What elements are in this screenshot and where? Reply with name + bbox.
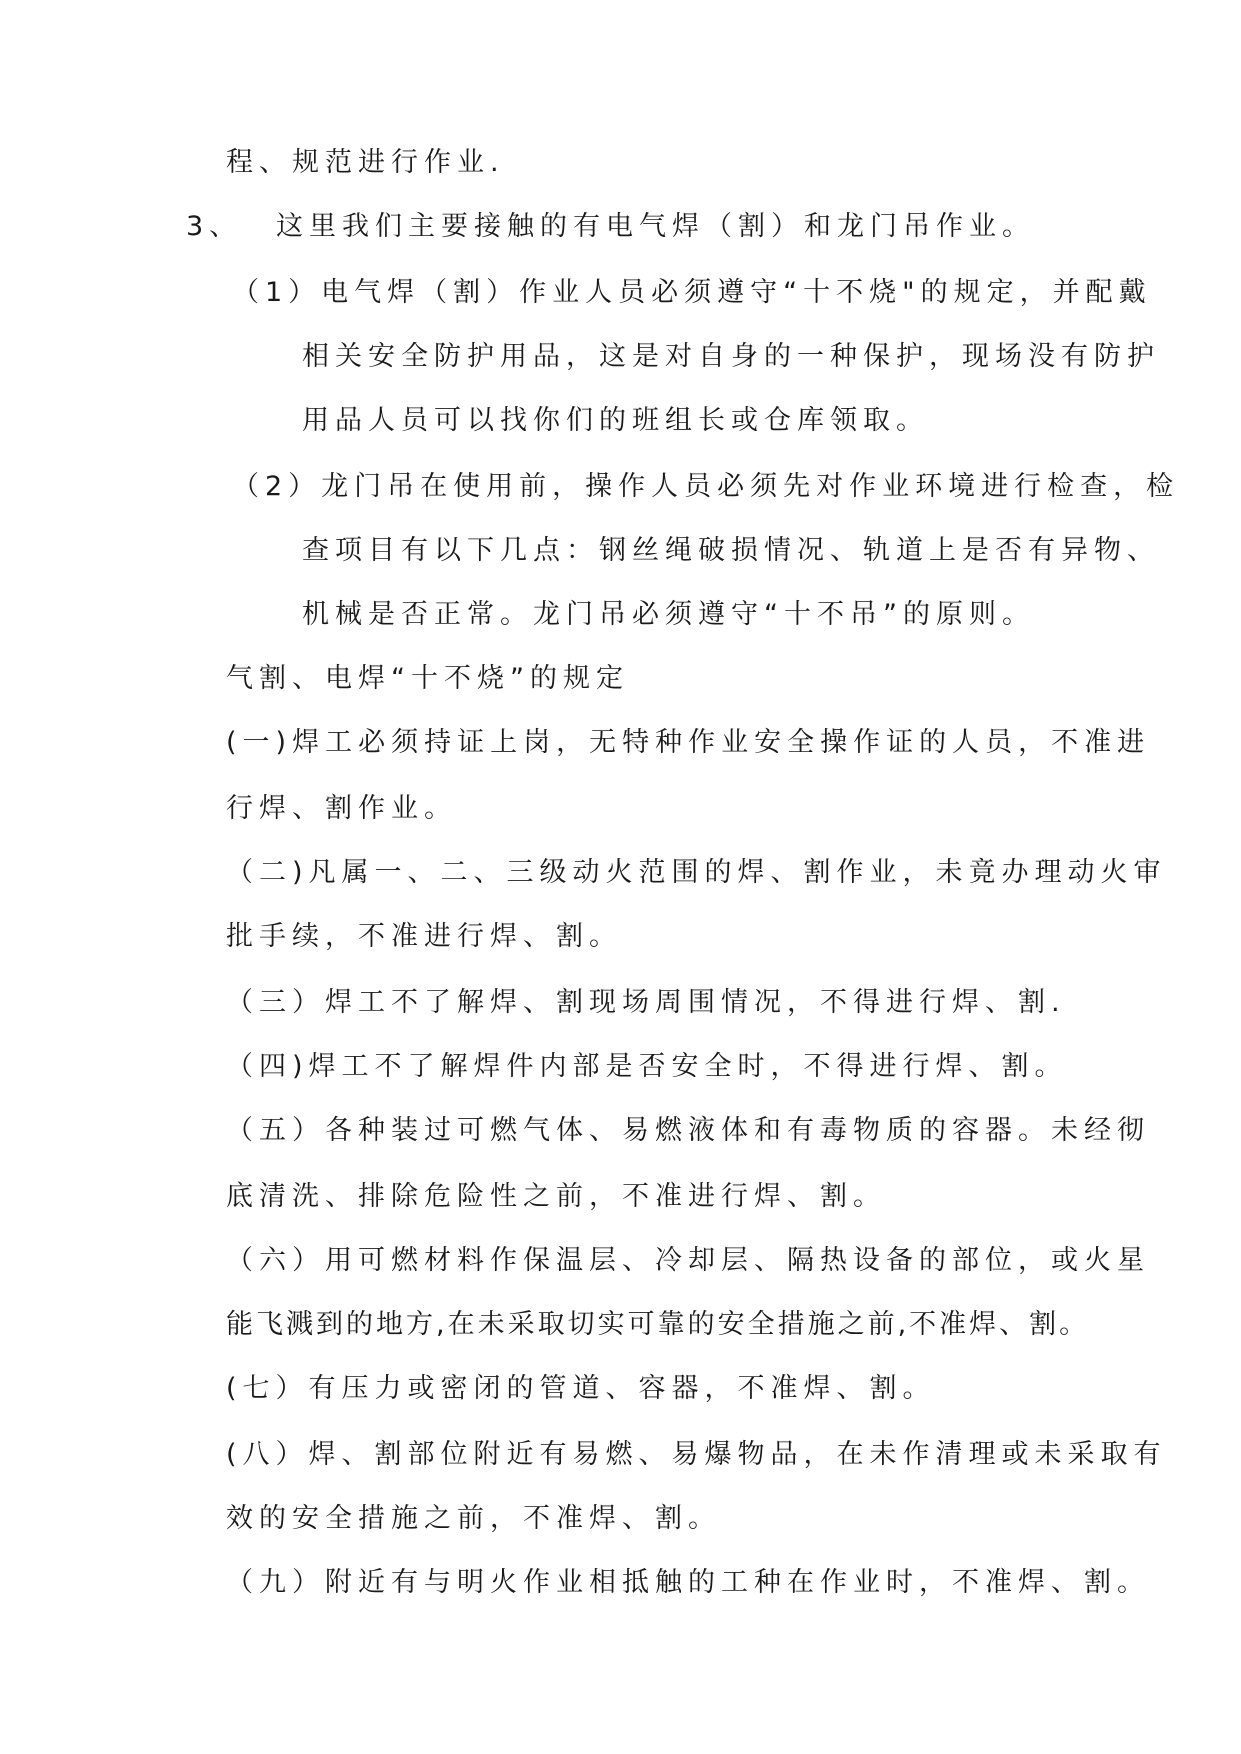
text-line: （二)凡属一、二、三级动火范围的焊、割作业，未竟办理动火审 <box>226 857 1167 888</box>
text-line: 效的安全措施之前，不准焊、割。 <box>226 1503 721 1534</box>
text-line: (八）焊、割部位附近有易燃、易爆物品，在未作清理或未采取有 <box>226 1439 1167 1470</box>
text-line: 底清洗、排除危险性之前，不准进行焊、割。 <box>226 1181 886 1212</box>
text-line: （四)焊工不了解焊件内部是否安全时，不得进行焊、割。 <box>226 1051 1068 1082</box>
text-line: （1）电气焊（割）作业人员必须遵守“十不烧"的规定，并配戴 <box>232 277 1152 308</box>
text-line: （三）焊工不了解焊、割现场周围情况，不得进行焊、割. <box>226 987 1066 1018</box>
text-line: 相关安全防护用品，这是对自身的一种保护，现场没有防护 <box>302 341 1160 372</box>
text-line: （九）附近有与明火作业相抵触的工种在作业时，不准焊、割。 <box>226 1567 1150 1598</box>
text-line: 用品人员可以找你们的班组长或仓库领取。 <box>302 405 929 436</box>
text-line: 机械是否正常。龙门吊必须遵守“十不吊”的原则。 <box>302 599 1035 630</box>
list-number: 3、 <box>186 211 243 242</box>
section-heading: 气割、电焊“十不烧”的规定 <box>226 663 629 694</box>
text-line: （五）各种装过可燃气体、易燃液体和有毒物质的容器。未经彻 <box>226 1115 1150 1146</box>
text-line: 程、规范进行作业. <box>226 147 505 178</box>
text-line: (七）有压力或密闭的管道、容器，不准焊、割。 <box>226 1373 936 1404</box>
text-line: (一)焊工必须持证上岗，无特种作业安全操作证的人员，不准进 <box>226 727 1151 758</box>
text-line: （2）龙门吊在使用前，操作人员必须先对作业环境进行检查，检 <box>232 471 1180 502</box>
text-line: 这里我们主要接触的有电气焊（割）和龙门吊作业。 <box>276 211 1035 242</box>
text-line: 批手续，不准进行焊、割。 <box>226 921 622 952</box>
text-line: 查项目有以下几点：钢丝绳破损情况、轨道上是否有异物、 <box>302 535 1160 566</box>
text-line: 行焊、割作业。 <box>226 793 457 824</box>
text-line: （六）用可燃材料作保温层、冷却层、隔热设备的部位，或火星 <box>226 1245 1150 1276</box>
text-line: 能飞溅到的地方,在未采取切实可靠的安全措施之前,不准焊、割。 <box>226 1309 1090 1340</box>
